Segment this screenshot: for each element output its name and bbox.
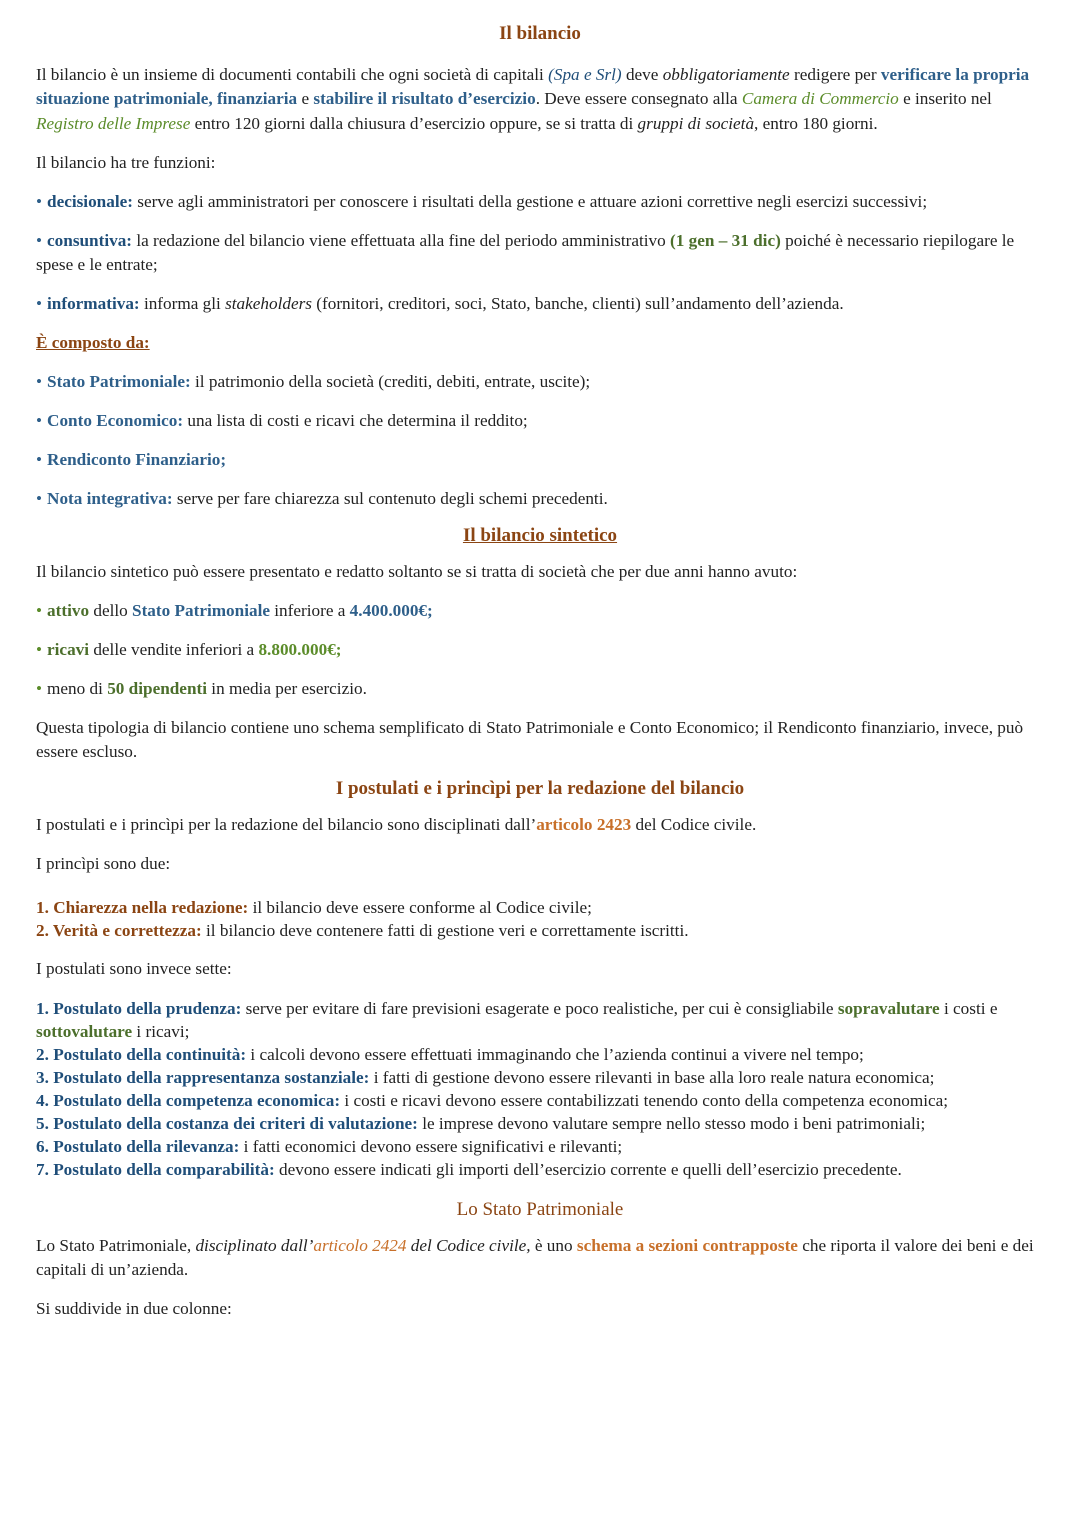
postulato-1 — [36, 997, 1044, 1043]
postulato-7 — [36, 1158, 1044, 1181]
function-consuntiva — [36, 229, 1044, 278]
function-text: informa gli — [139, 294, 226, 313]
function-period: (1 gen – 31 dic) — [670, 230, 781, 250]
postulati-text: I postulati e i princìpi per la redazione del bilancio sono disciplinati dall’ — [36, 814, 537, 834]
function-decisionale — [36, 190, 1044, 215]
component-text: una lista di costi e ricavi che determina il reddito; — [183, 411, 528, 430]
function-text: poiché è necessario riepilogare le spese e le entrate; — [36, 230, 1015, 274]
postulato-label: 7. Postulato della comparabilità: — [36, 1160, 275, 1179]
postulato-text: le imprese devono valutare sempre nello stesso modo i beni patrimoniali; — [417, 1114, 926, 1133]
postulato-text: i ricavi; — [132, 1022, 190, 1041]
component-stato-patrimoniale — [36, 370, 1044, 395]
requirement-text: dello — [89, 600, 133, 620]
component-label: Nota integrativa: — [47, 489, 173, 508]
intro-text: , entro 180 giorni. — [754, 113, 878, 133]
intro-text: entro 120 giorni dalla chiusura d’esercizio oppure, se si tratta di — [190, 113, 638, 133]
function-text: la redazione del bilancio viene effettuata alla fine del periodo amministrativo — [132, 230, 671, 250]
postulato-label: 2. Postulato della continuità: — [36, 1045, 247, 1064]
intro-text: Il bilancio è un insieme di documenti contabili che ogni società di capitali — [36, 64, 549, 84]
function-text: (fornitori, creditori, soci, Stato, banche, clienti) sull’andamento dell’azienda. — [311, 294, 844, 313]
principio-text: il bilancio deve contenere fatti di gestione veri e correttamente iscritti. — [201, 921, 689, 940]
composto-heading: È composto da: — [36, 333, 150, 352]
function-informativa — [36, 292, 1044, 317]
requirement-ricavi — [36, 638, 1044, 663]
requirement-text: delle vendite inferiori a — [89, 639, 259, 659]
postulato-label: 4. Postulato della competenza economica: — [36, 1091, 341, 1110]
requirement-text: meno di — [47, 678, 108, 698]
postulato-2 — [36, 1043, 1044, 1066]
function-stakeholders: stakeholders — [225, 294, 312, 313]
postulati-sette-intro: I postulati sono invece sette: — [36, 958, 232, 978]
sp-text: che riporta il valore dei beni e dei capitali di un’azienda. — [36, 1235, 1034, 1279]
requirement-amount: 4.400.000€; — [349, 600, 433, 620]
requirement-amount: 8.800.000€; — [258, 639, 342, 659]
postulato-sottovalutare: sottovalutare — [36, 1022, 133, 1041]
sp-text: Lo Stato Patrimoniale, — [36, 1235, 196, 1255]
postulato-text: i fatti economici devono essere significativi e rilevanti; — [239, 1137, 623, 1156]
title-stato-patrimoniale — [36, 1196, 1044, 1224]
principi-list — [36, 896, 1044, 942]
intro-paragraph — [36, 63, 1044, 137]
component-conto-economico — [36, 409, 1044, 434]
postulato-label: 1. Postulato della prudenza: — [36, 999, 242, 1018]
postulato-text: serve per evitare di fare previsioni esagerate e poco realistiche, per cui è consigliabile — [241, 999, 838, 1018]
component-label: Conto Economico: — [47, 411, 184, 430]
intro-text: . Deve essere consegnato alla — [535, 89, 742, 108]
articolo-2423: articolo 2423 — [536, 814, 632, 834]
requirement-label: attivo — [47, 600, 90, 620]
requirement-text: inferiore a — [269, 600, 350, 620]
requirement-attivo — [36, 599, 1044, 624]
function-text: serve agli amministratori per conoscere i risultati della gestione e attuare azioni correttive negli esercizi successivi; — [132, 191, 928, 211]
principio-text: il bilancio deve essere conforme al Codice civile; — [248, 898, 592, 917]
postulato-text: i costi e — [939, 999, 998, 1018]
principio-1 — [36, 896, 1044, 919]
intro-text: e — [297, 89, 314, 108]
component-label: Stato Patrimoniale: — [47, 372, 191, 391]
component-text: serve per fare chiarezza sul contenuto degli schemi precedenti. — [172, 489, 608, 508]
principio-2 — [36, 919, 1044, 942]
functions-intro: Il bilancio ha tre funzioni: — [36, 152, 216, 172]
component-rendiconto — [36, 448, 1044, 473]
principio-label: 2. Verità e correttezza: — [36, 921, 202, 940]
postulato-text: i costi e ricavi devono essere contabilizzati tenendo conto della competenza economica; — [340, 1091, 949, 1110]
sp-schema: schema a sezioni contrapposte — [576, 1235, 798, 1255]
intro-spa-srl: (Spa e Srl) — [548, 64, 622, 84]
title-stato-patrimoniale-text: Lo Stato Patrimoniale — [456, 1198, 624, 1220]
principio-label: 1. Chiarezza nella redazione: — [36, 898, 249, 917]
sp-text: è uno — [530, 1235, 577, 1255]
postulato-text: devono essere indicati gli importi dell’esercizio corrente e quelli dell’esercizio precedente. — [274, 1160, 902, 1179]
postulati-text: del Codice civile. — [631, 814, 757, 834]
sp-disciplinato: disciplinato dall’ — [195, 1235, 314, 1255]
requirement-text: in media per esercizio. — [207, 678, 367, 698]
postulato-label: 3. Postulato della rappresentanza sostanziale: — [36, 1068, 370, 1087]
requirement-label: ricavi — [47, 639, 90, 659]
postulato-label: 5. Postulato della costanza dei criteri di valutazione: — [36, 1114, 418, 1133]
intro-obbligatoriamente: obbligatoriamente — [662, 64, 790, 84]
requirement-stato-patrimoniale: Stato Patrimoniale — [132, 600, 270, 620]
intro-gruppi-societa: gruppi di società — [637, 113, 755, 133]
postulato-text: i calcoli devono essere effettuati immaginando che l’azienda continui a vivere nel tempo; — [246, 1045, 864, 1064]
postulato-label: 6. Postulato della rilevanza: — [36, 1137, 240, 1156]
postulato-sopravalutare: sopravalutare — [837, 999, 940, 1018]
intro-registro-imprese: Registro delle Imprese — [36, 113, 191, 133]
stato-patrimoniale-paragraph — [36, 1234, 1044, 1283]
postulato-text: i fatti di gestione devono essere rilevanti in base alla loro reale natura economica; — [369, 1068, 935, 1087]
requirement-dipendenti — [36, 677, 1044, 702]
title-il-bilancio: Il bilancio — [499, 23, 581, 44]
requirement-label: 50 dipendenti — [107, 678, 207, 698]
component-nota-integrativa — [36, 487, 1044, 512]
intro-text: e inserito nel — [898, 89, 992, 108]
postulato-4 — [36, 1089, 1044, 1112]
function-label: decisionale: — [47, 191, 133, 211]
function-label: consuntiva: — [47, 230, 133, 250]
intro-highlight: verificare la propria situazione patrimoniale, finanziaria — [36, 64, 1030, 108]
postulato-3 — [36, 1066, 1044, 1089]
title-postulati-principi: I postulati e i princìpi per la redazione del bilancio — [335, 777, 745, 799]
intro-text: deve — [621, 64, 663, 84]
function-label: informativa: — [47, 294, 140, 313]
component-label: Rendiconto Finanziario; — [47, 450, 227, 469]
intro-text: redigere per — [789, 64, 881, 84]
sp-codice-civile: del Codice civile, — [406, 1235, 531, 1255]
postulato-5 — [36, 1112, 1044, 1135]
sintetico-outro: Questa tipologia di bilancio contiene uno schema semplificato di Stato Patrimoniale e Conto Economico; il Rendiconto finanziario, invece, può essere escluso. — [36, 717, 1024, 761]
articolo-2424: articolo 2424 — [313, 1235, 407, 1255]
principi-intro: I princìpi sono due: — [36, 853, 171, 873]
sintetico-intro: Il bilancio sintetico può essere presentato e redatto soltanto se si tratta di società che per due anni hanno avuto: — [36, 561, 798, 581]
postulati-intro — [36, 813, 1044, 838]
postulati-list — [36, 997, 1044, 1181]
title-bilancio-sintetico: Il bilancio sintetico — [462, 524, 618, 546]
stato-patrimoniale-outro: Si suddivide in due colonne: — [36, 1299, 232, 1318]
intro-camera-commercio: Camera di Commercio — [741, 89, 899, 108]
component-text: il patrimonio della società (crediti, debiti, entrate, uscite); — [190, 372, 591, 391]
intro-highlight: stabilire il risultato d’esercizio — [313, 89, 536, 108]
postulato-6 — [36, 1135, 1044, 1158]
